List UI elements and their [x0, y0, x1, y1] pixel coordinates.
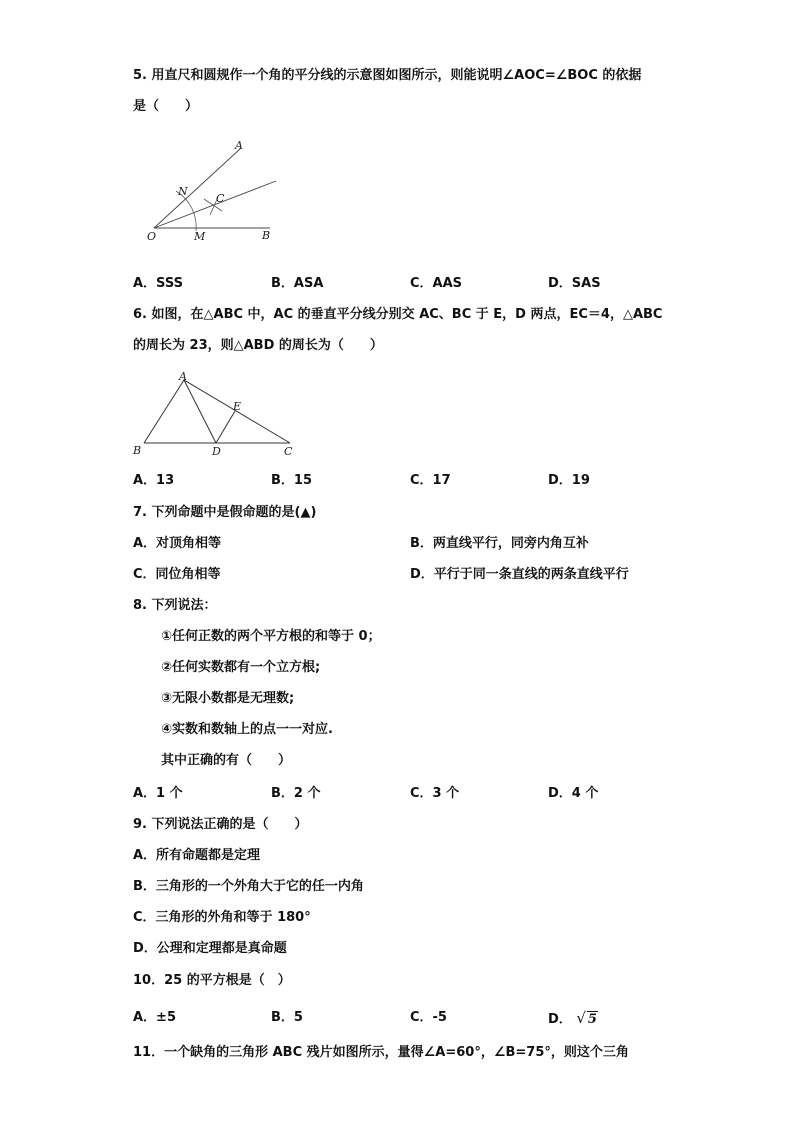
q10-stem: 10．25 的平方根是（ ） — [133, 973, 291, 988]
q6-stem-line2: 的周长为 23，则△ABD 的周长为（ ） — [133, 338, 383, 353]
q10-option-a[interactable]: A．±5 — [133, 1010, 176, 1025]
q5-stem-line1: 5. 用直尺和圆规作一个角的平分线的示意图如图所示，则能说明∠AOC=∠BOC 的依据 — [133, 68, 642, 83]
q6-option-d[interactable]: D．19 — [548, 473, 590, 488]
q5-angle-bisector-figure — [140, 135, 300, 250]
q7-option-c[interactable]: C．同位角相等 — [133, 567, 221, 582]
q7-stem: 7. 下列命题中是假命题的是(▲) — [133, 505, 317, 520]
q9-option-c[interactable]: C．三角形的外角和等于 180° — [133, 910, 311, 925]
q7-option-a[interactable]: A．对顶角相等 — [133, 536, 222, 551]
label-c: C — [216, 192, 225, 205]
q6-option-b[interactable]: B．15 — [271, 473, 312, 488]
label-b: B — [133, 444, 142, 457]
q8-item-3: ③无限小数都是无理数; — [161, 691, 295, 706]
q6-triangle-figure — [130, 368, 305, 460]
label-n: N — [178, 185, 188, 198]
q8-ask: 其中正确的有（ ） — [161, 753, 292, 768]
q9-option-b[interactable]: B．三角形的一个外角大于它的任一内角 — [133, 879, 364, 894]
q8-option-a[interactable]: A．1 个 — [133, 786, 183, 801]
q5-option-d[interactable]: D．SAS — [548, 276, 601, 291]
side-ab — [144, 380, 184, 443]
q7-option-d[interactable]: D．平行于同一条直线的两条直线平行 — [410, 567, 629, 582]
q10-option-b[interactable]: B．5 — [271, 1010, 303, 1025]
q10-option-c[interactable]: C．-5 — [410, 1010, 447, 1025]
q5-option-b[interactable]: B．ASA — [271, 276, 324, 291]
sqrt-radicand: 5 — [587, 1012, 597, 1027]
q5-stem-line2: 是（ ） — [133, 99, 199, 114]
q8-item-2: ②任何实数都有一个立方根; — [161, 660, 321, 675]
q8-option-d[interactable]: D．4 个 — [548, 786, 599, 801]
sqrt-symbol: √ 5 — [576, 1009, 597, 1027]
q5-option-c[interactable]: C．AAS — [410, 276, 463, 291]
label-e: E — [233, 400, 242, 413]
label-d: D — [212, 445, 221, 458]
q10-option-d-label: D． — [548, 1012, 572, 1027]
label-a: A — [179, 370, 187, 383]
q8-option-b[interactable]: B．2 个 — [271, 786, 321, 801]
segment-de — [216, 411, 235, 443]
q11-stem-line1: 11．一个缺角的三角形 ABC 残片如图所示，量得∠A=60°，∠B=75°，则这个三角 — [133, 1045, 629, 1060]
ray-oa — [154, 149, 240, 228]
q8-option-c[interactable]: C．3 个 — [410, 786, 460, 801]
q9-option-a[interactable]: A．所有命题都是定理 — [133, 848, 261, 863]
q7-option-b[interactable]: B．两直线平行，同旁内角互补 — [410, 536, 589, 551]
label-b: B — [262, 229, 271, 242]
q9-stem: 9. 下列说法正确的是（ ） — [133, 817, 308, 832]
q9-option-d[interactable]: D．公理和定理都是真命题 — [133, 941, 287, 956]
q6-stem-line1: 6. 如图，在△ABC 中，AC 的垂直平分线分别交 AC、BC 于 E，D 两点，EC＝4，△ABC — [133, 307, 663, 322]
label-a: A — [235, 139, 243, 152]
q8-item-1: ①任何正数的两个平方根的和等于 0； — [161, 629, 381, 644]
q8-stem: 8. 下列说法： — [133, 598, 217, 613]
q6-option-a[interactable]: A．13 — [133, 473, 175, 488]
label-m: M — [194, 230, 206, 243]
label-o: O — [147, 230, 157, 243]
label-c: C — [284, 445, 293, 458]
q6-option-c[interactable]: C．17 — [410, 473, 451, 488]
q5-option-a[interactable]: A．SSS — [133, 276, 183, 291]
q10-option-d[interactable] — [548, 1010, 598, 1028]
q8-item-4: ④实数和数轴上的点一一对应. — [161, 722, 333, 737]
